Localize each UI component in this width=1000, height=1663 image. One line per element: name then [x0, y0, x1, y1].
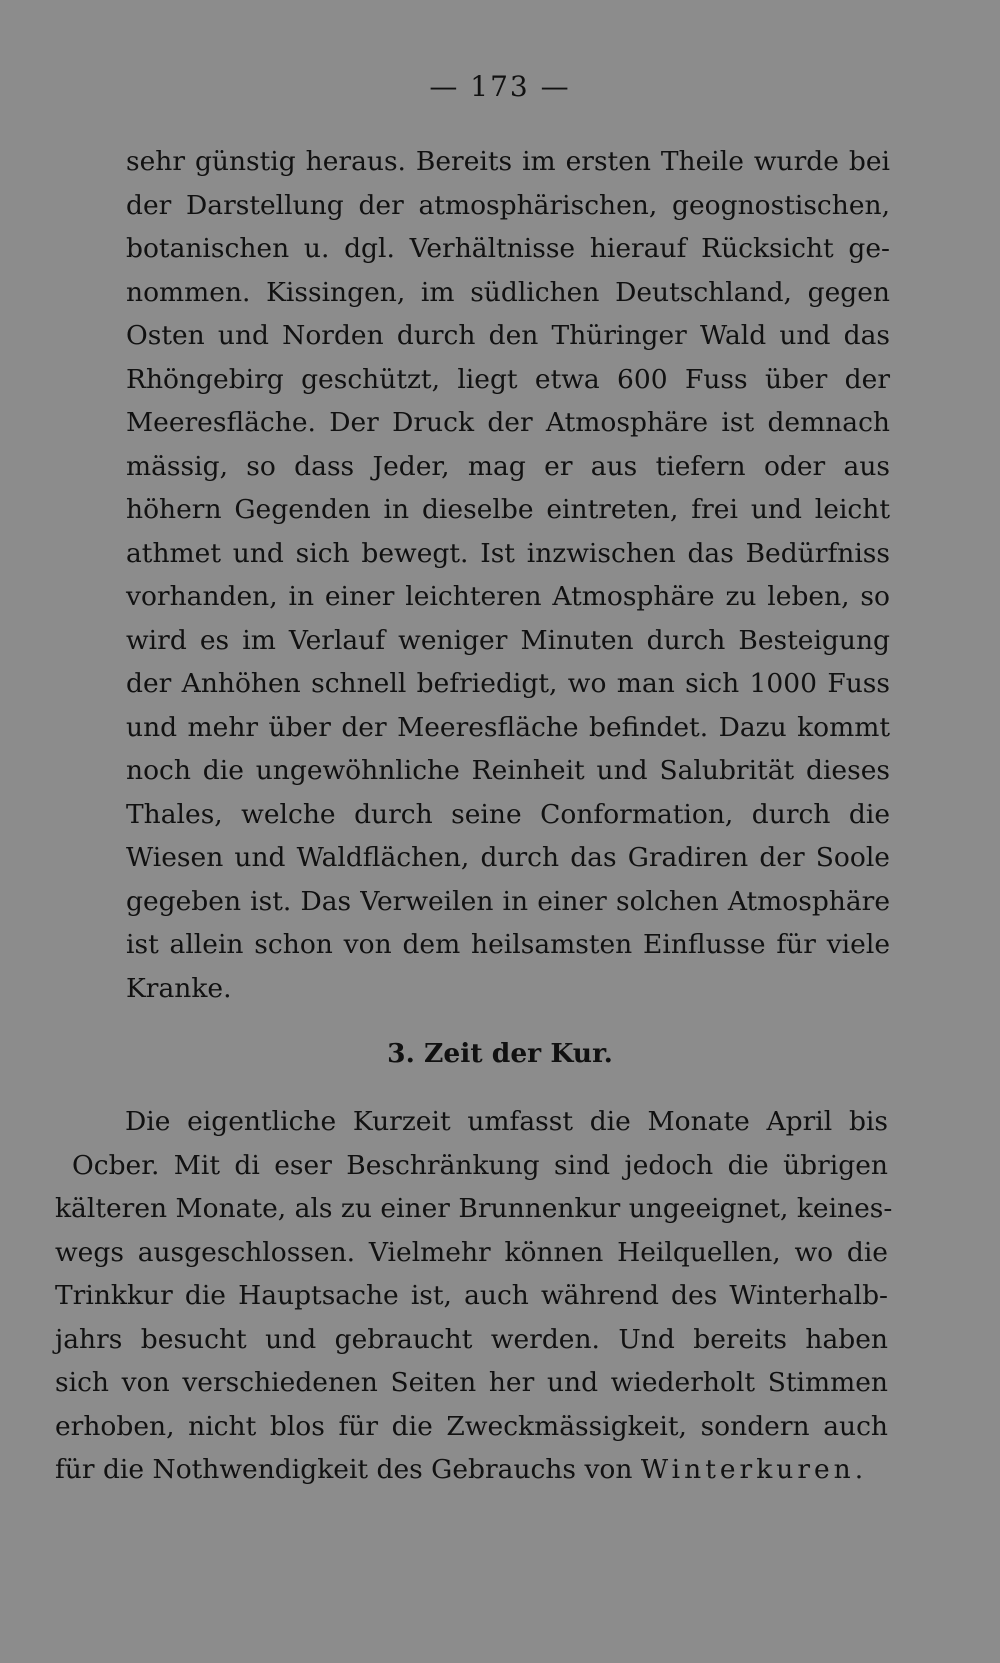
text-line: vorhanden, in einer leichteren Atmosphäre zu leben, so [126, 581, 890, 612]
text-line: Die eigentliche Kurzeit umfasst die Monate April bis [125, 1106, 888, 1137]
emphasized-term: Winterkuren. [640, 1454, 868, 1485]
text-line: der Darstellung der atmosphärischen, geognostischen, [126, 189, 890, 221]
text-line: ist allein schon von dem heilsamsten Einflusse für viele [126, 929, 890, 960]
text-line: wird es im Verlauf weniger Minuten durch Besteigung [126, 624, 890, 656]
text-line: kälteren Monate, als zu einer Brunnenkur ungeeignet, keines- [55, 1193, 893, 1224]
text-line: sich von verschiedenen Seiten her und wiederholt Stimmen [55, 1367, 888, 1398]
text-line: Rhöngebirg geschützt, liegt etwa 600 Fuss über der [126, 363, 890, 395]
text-line-prefix: für die Nothwendigkeit des Gebrauchs von [55, 1454, 633, 1485]
text-line: Meeresfläche. Der Druck der Atmosphäre ist demnach [126, 407, 890, 438]
text-line: sehr günstig heraus. Bereits im ersten Theile wurde bei [126, 146, 890, 177]
text-line: Osten und Norden durch den Thüringer Wald und das [126, 320, 890, 351]
text-line: und mehr über der Meeresfläche befindet. Dazu kommt [126, 711, 890, 743]
text-line: wegs ausgeschlossen. Vielmehr können Heilquellen, wo die [55, 1236, 888, 1268]
text-line: athmet und sich bewegt. Ist inzwischen das Bedürfniss [126, 537, 890, 569]
text-line: jahrs besucht und gebraucht werden. Und bereits haben [55, 1323, 888, 1355]
paragraph-1 [126, 140, 890, 1010]
text-line: Wiesen und Waldflächen, durch das Gradiren der Soole [126, 842, 890, 873]
text-line: Thales, welche durch seine Conformation, durch die [126, 798, 890, 830]
text-line: mässig, so dass Jeder, mag er aus tiefern oder aus [126, 450, 890, 482]
paragraph-2 [55, 1100, 893, 1492]
text-line: erhoben, nicht blos für die Zweckmässigkeit, sondern auch [55, 1410, 888, 1442]
text-line: höhern Gegenden in dieselbe eintreten, frei und leicht [126, 494, 890, 525]
text-line: botanischen u. dgl. Verhältnisse hierauf Rücksicht ge- [126, 233, 890, 264]
text-line [55, 1448, 888, 1492]
page-number: — 173 — [429, 70, 571, 103]
text-line: noch die ungewöhnliche Reinheit und Salubrität dieses [126, 755, 890, 786]
section-heading: 3. Zeit der Kur. [387, 1038, 613, 1069]
text-line: Trinkkur die Hauptsache ist, auch während des Winterhalb- [55, 1280, 888, 1311]
text-line: gegeben ist. Das Verweilen in einer solchen Atmosphäre [126, 885, 890, 917]
text-line: Ocber. Mit di eser Beschränkung sind jedoch die übrigen [72, 1149, 888, 1181]
text-line: nommen. Kissingen, im südlichen Deutschland, gegen [126, 276, 890, 308]
text-line: der Anhöhen schnell befriedigt, wo man sich 1000 Fuss [126, 668, 890, 699]
text-line: Kranke. [126, 972, 232, 1004]
